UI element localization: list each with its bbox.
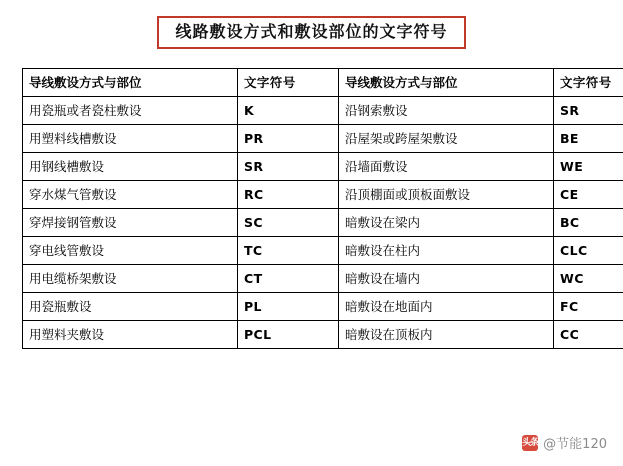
table-body	[23, 69, 623, 349]
column-header-method-2: 导线敷设方式与部位	[339, 69, 554, 97]
cell-symbol-left: PR	[238, 125, 339, 153]
toutiao-logo-icon: 头条	[522, 435, 538, 451]
cell-symbol-right: BE	[554, 125, 623, 153]
cell-method-right: 暗敷设在顶板内	[339, 321, 554, 349]
cell-symbol-left: K	[238, 97, 339, 125]
cell-symbol-left: TC	[238, 237, 339, 265]
cell-symbol-right: WE	[554, 153, 623, 181]
column-header-symbol-1: 文字符号	[238, 69, 339, 97]
table-row	[23, 265, 623, 293]
cell-method-left: 用塑料线槽敷设	[23, 125, 238, 153]
cell-symbol-right: CC	[554, 321, 623, 349]
cell-method-right: 暗敷设在墙内	[339, 265, 554, 293]
cell-method-left: 穿电线管敷设	[23, 237, 238, 265]
table-row	[23, 97, 623, 125]
cell-symbol-right: BC	[554, 209, 623, 237]
cell-method-right: 沿钢索敷设	[339, 97, 554, 125]
cell-method-right: 暗敷设在地面内	[339, 293, 554, 321]
cell-method-right: 沿墙面敷设	[339, 153, 554, 181]
cell-symbol-right: WC	[554, 265, 623, 293]
cell-method-left: 用塑料夹敷设	[23, 321, 238, 349]
watermark	[522, 433, 607, 452]
cell-symbol-left: PCL	[238, 321, 339, 349]
cell-symbol-left: SC	[238, 209, 339, 237]
table-row	[23, 237, 623, 265]
cell-symbol-left: RC	[238, 181, 339, 209]
table-row	[23, 181, 623, 209]
cell-method-left: 用电缆桥架敷设	[23, 265, 238, 293]
column-header-symbol-2: 文字符号	[554, 69, 623, 97]
cell-symbol-left: SR	[238, 153, 339, 181]
table-row	[23, 153, 623, 181]
page-title: 线路敷设方式和敷设部位的文字符号	[157, 16, 465, 49]
column-header-method-1: 导线敷设方式与部位	[23, 69, 238, 97]
cell-symbol-right: SR	[554, 97, 623, 125]
watermark-label: @节能120	[543, 437, 607, 452]
cell-symbol-right: FC	[554, 293, 623, 321]
cell-method-left: 用钢线槽敷设	[23, 153, 238, 181]
cell-symbol-left: CT	[238, 265, 339, 293]
cell-symbol-right: CLC	[554, 237, 623, 265]
table-row	[23, 125, 623, 153]
cell-symbol-right: CE	[554, 181, 623, 209]
title-container	[0, 16, 623, 49]
table-row	[23, 209, 623, 237]
cell-symbol-left: PL	[238, 293, 339, 321]
cell-method-right: 沿顶棚面或顶板面敷设	[339, 181, 554, 209]
cell-method-right: 暗敷设在柱内	[339, 237, 554, 265]
cell-method-left: 用瓷瓶敷设	[23, 293, 238, 321]
cell-method-right: 暗敷设在梁内	[339, 209, 554, 237]
cell-method-left: 穿水煤气管敷设	[23, 181, 238, 209]
table-row	[23, 293, 623, 321]
cell-method-right: 沿屋架或跨屋架敷设	[339, 125, 554, 153]
table-header-row	[23, 69, 623, 97]
symbols-table	[22, 68, 623, 349]
cell-method-left: 用瓷瓶或者瓷柱敷设	[23, 97, 238, 125]
cell-method-left: 穿焊接钢管敷设	[23, 209, 238, 237]
table-row	[23, 321, 623, 349]
